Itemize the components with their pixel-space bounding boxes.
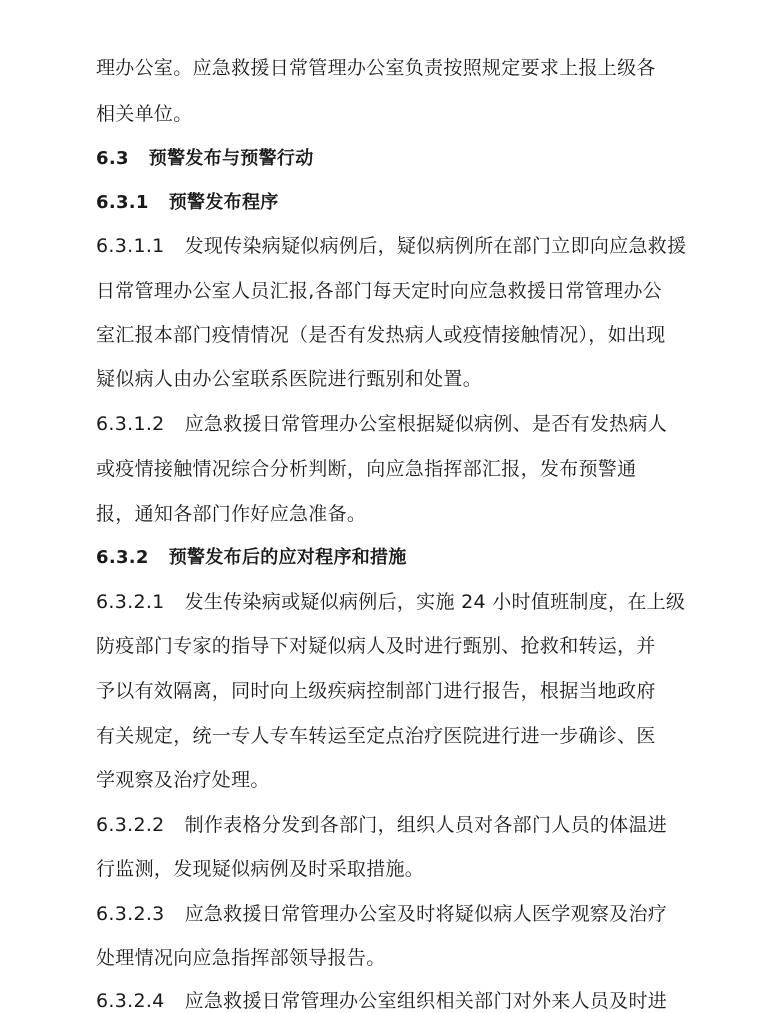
clause-6-3-2-1-line-2: 防疫部门专家的指导下对疑似病人及时进行甄别、抢救和转运，并	[96, 635, 656, 657]
clause-6-3-1-1-line-1	[96, 234, 686, 258]
section-number: 6.3	[96, 148, 129, 169]
clause-6-3-2-1-line-3: 予以有效隔离，同时向上级疾病控制部门进行报告，根据当地政府	[96, 680, 656, 702]
section-title: 预警发布与预警行动	[148, 148, 314, 169]
clause-number: 6.3.2.1	[96, 591, 165, 613]
clause-6-3-1-1-line-4: 疑似病人由办公室联系医院进行甄别和处置。	[96, 368, 483, 390]
clause-6-3-2-1-line-1	[96, 590, 685, 614]
clause-text: 应急救援日常管理办公室根据疑似病例、是否有发热病人	[184, 413, 668, 435]
section-number: 6.3.2	[96, 547, 149, 568]
clause-6-3-2-2-line-1	[96, 813, 667, 837]
section-number: 6.3.1	[96, 192, 149, 213]
clause-6-3-1-2-line-2: 或疫情接触情况综合分析判断，向应急指挥部汇报，发布预警通	[96, 458, 637, 480]
paragraph-intro-line-1: 理办公室。应急救援日常管理办公室负责按照规定要求上报上级各	[96, 57, 656, 79]
clause-6-3-1-2-line-3: 报，通知各部门作好应急准备。	[96, 503, 367, 525]
clause-text: 应急救援日常管理办公室及时将疑似病人医学观察及治疗	[184, 903, 668, 925]
clause-6-3-2-1-line-5: 学观察及治疗处理。	[96, 769, 270, 791]
clause-text: 制作表格分发到各部门，组织人员对各部门人员的体温进	[184, 814, 668, 836]
clause-text: 发生传染病或疑似病例后，实施 24 小时值班制度，在上级	[184, 591, 686, 613]
clause-6-3-1-1-line-3: 室汇报本部门疫情情况（是否有发热病人或疫情接触情况），如出现	[96, 324, 666, 346]
clause-6-3-2-2-line-2: 行监测，发现疑似病例及时采取措施。	[96, 858, 425, 880]
clause-number: 6.3.1.2	[96, 413, 165, 435]
section-heading-6-3-2	[96, 546, 407, 570]
clause-6-3-2-3-line-1	[96, 902, 667, 926]
clause-6-3-1-2-line-1	[96, 412, 667, 436]
clause-number: 6.3.2.2	[96, 814, 165, 836]
clause-number: 6.3.2.4	[96, 990, 165, 1012]
clause-number: 6.3.2.3	[96, 903, 165, 925]
clause-6-3-2-3-line-2: 处理情况向应急指挥部领导报告。	[96, 947, 386, 969]
clause-text: 发现传染病疑似病例后，疑似病例所在部门立即向应急救援	[184, 235, 687, 257]
clause-6-3-1-1-line-2: 日常管理办公室人员汇报,各部门每天定时向应急救援日常管理办公	[96, 280, 663, 302]
clause-6-3-2-4-line-1	[96, 989, 667, 1013]
section-heading-6-3-1	[96, 191, 279, 215]
paragraph-intro-line-2: 相关单位。	[96, 103, 193, 125]
clause-number: 6.3.1.1	[96, 235, 165, 257]
section-title: 预警发布程序	[168, 192, 279, 213]
clause-text: 应急救援日常管理办公室组织相关部门对外来人员及时进	[184, 990, 668, 1012]
clause-6-3-2-1-line-4: 有关规定，统一专人专车转运至定点治疗医院进行进一步确诊、医	[96, 725, 656, 747]
section-heading-6-3	[96, 147, 314, 171]
section-title: 预警发布后的应对程序和措施	[168, 547, 407, 568]
